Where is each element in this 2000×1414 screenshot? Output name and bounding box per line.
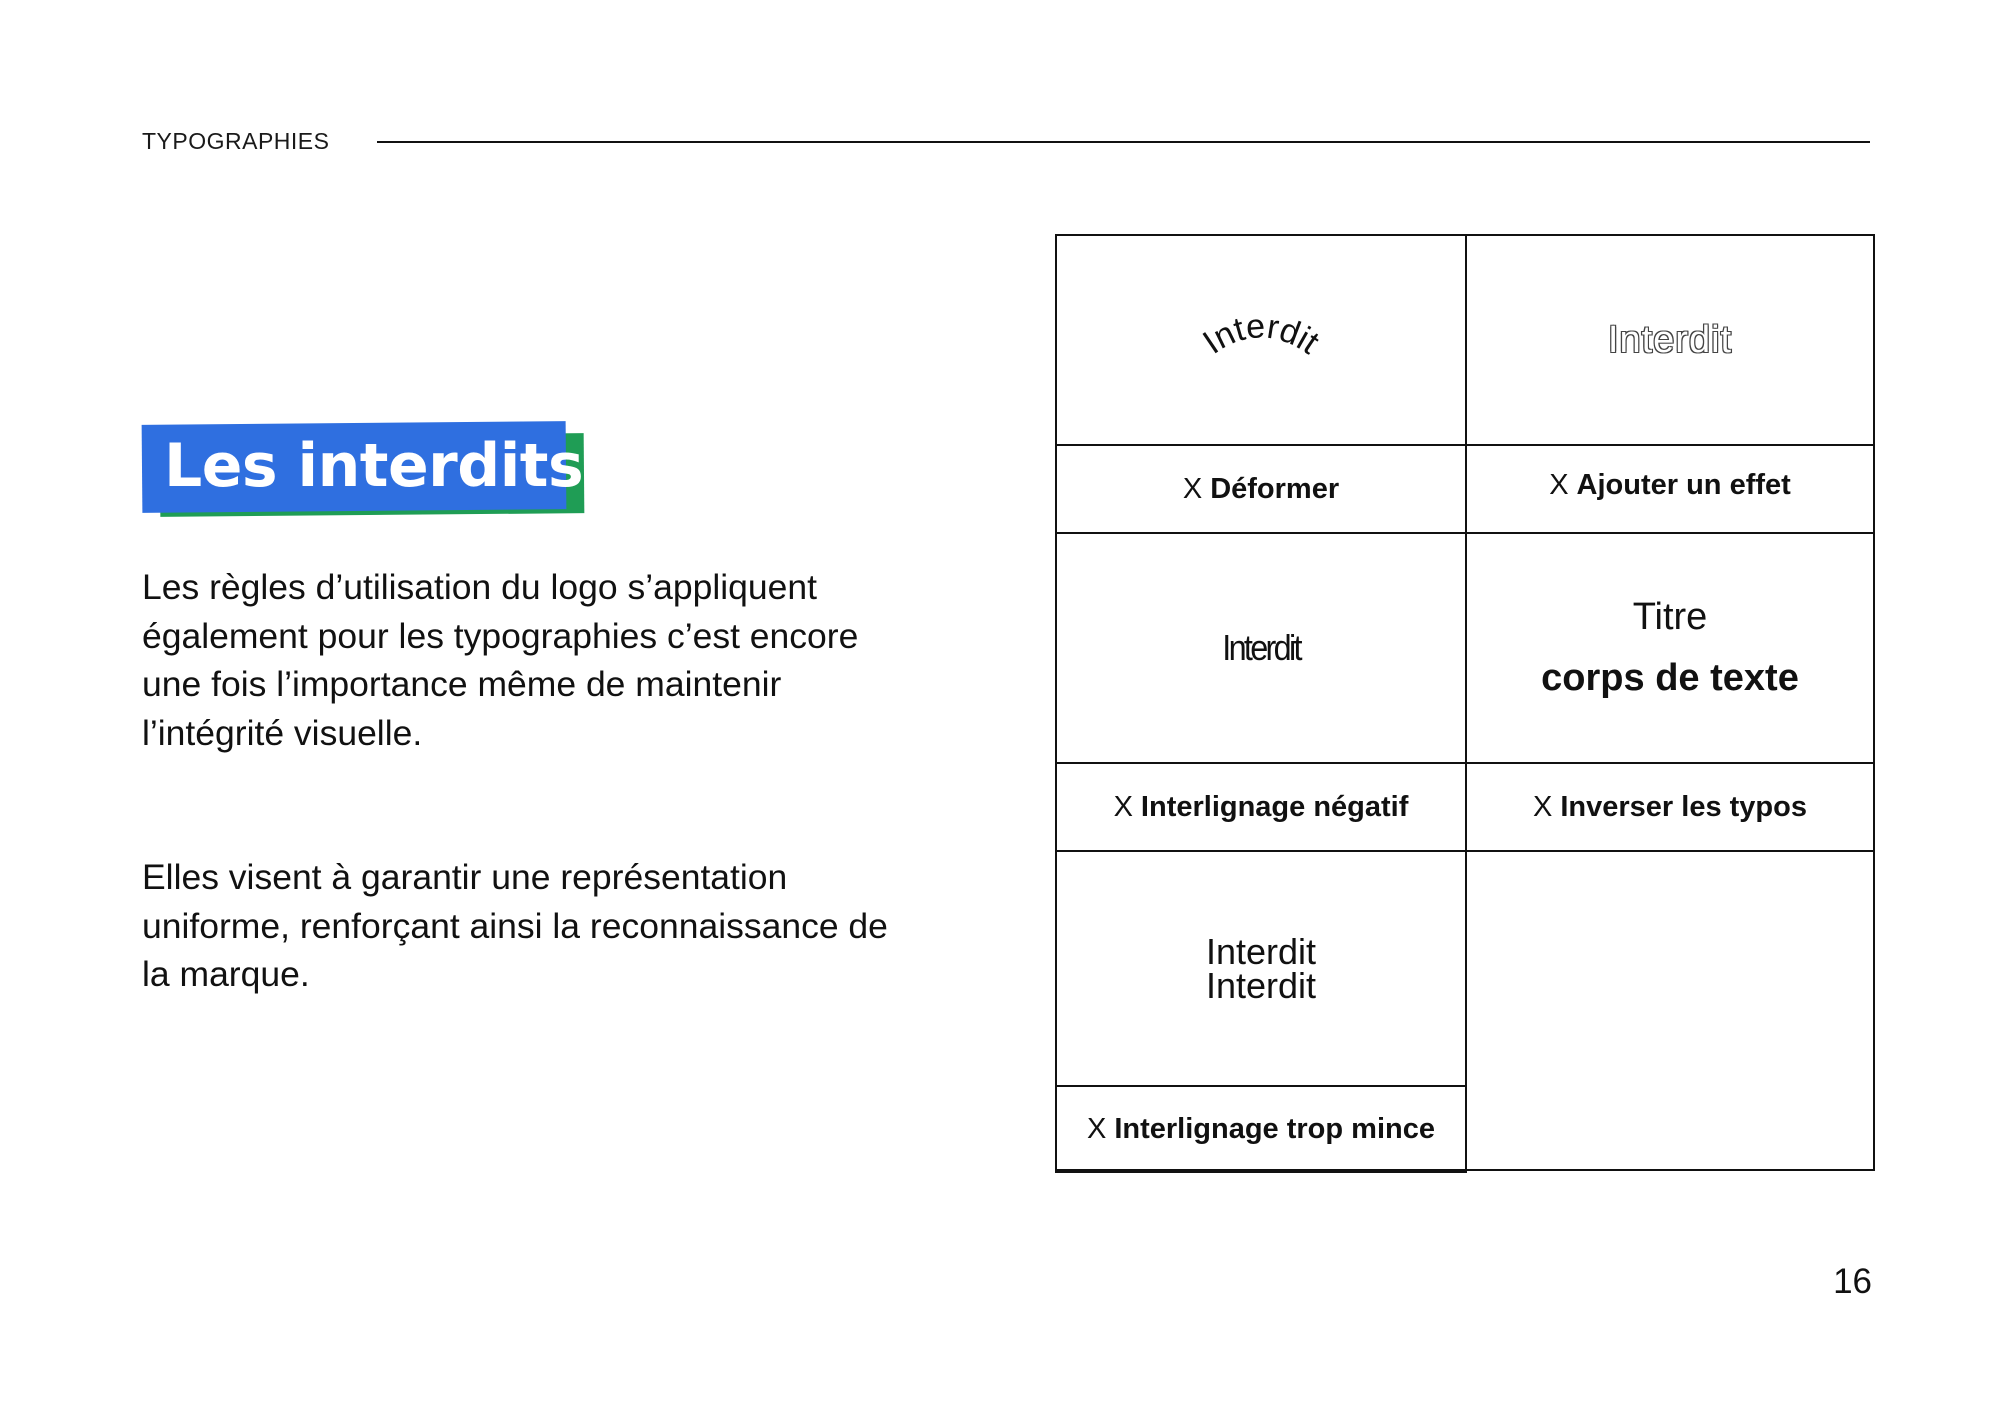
cross-icon: X [1086, 1112, 1107, 1145]
arched-text-sample [1161, 280, 1361, 400]
secondary-paragraph: Elles visent à garantir une représentation uniforme, renforçant ainsi la reconnaissance de la marque. [142, 857, 888, 994]
sample-cell-effect [1467, 236, 1873, 444]
tight-line-sample: Interdit [1205, 964, 1317, 1006]
svg-text:Interdit: Interdit [1196, 307, 1326, 362]
label-tight-spacing: Interlignage trop mince [1114, 1112, 1435, 1145]
cross-icon: X [1549, 468, 1569, 501]
tight-line-sample: Interdit [1205, 930, 1317, 972]
sample-cell-swap [1467, 534, 1873, 762]
condensed-text-sample: Interdit [1222, 627, 1300, 668]
label-cell-tight-spacing [1057, 1087, 1465, 1171]
label-cell-negative-spacing [1057, 764, 1465, 850]
page-title: Les interdits [164, 431, 584, 501]
section-label: TYPOGRAPHIES [142, 128, 330, 154]
page-number: 16 [1833, 1262, 1872, 1301]
page-title-block [142, 423, 584, 523]
label-cell-effect [1467, 442, 1873, 528]
label-swap: Inverser les typos [1560, 790, 1807, 823]
sample-cell-negative-spacing [1057, 534, 1465, 762]
label-effect: Ajouter un effet [1576, 468, 1791, 501]
cross-icon: X [1113, 790, 1133, 823]
label-cell-deform [1057, 446, 1465, 532]
sample-cell-deform [1057, 236, 1465, 444]
swapped-title-sample: Titre [1632, 596, 1708, 638]
label-cell-swap [1467, 764, 1873, 850]
forbidden-usage-grid [1055, 234, 1875, 1171]
label-negative-spacing: Interlignage négatif [1140, 790, 1409, 823]
intro-paragraph: Les règles d’utilisation du logo s’appliquent également pour les typographies c’est encore une fois l’importance même de maintenir l’intégrité visuelle. [142, 567, 859, 753]
sample-cell-tight-spacing [1057, 852, 1465, 1085]
header-divider [377, 141, 1870, 143]
outlined-text-sample: Interdit [1607, 318, 1733, 361]
swapped-body-sample: corps de texte [1541, 657, 1799, 699]
cross-icon: X [1182, 472, 1203, 505]
label-deform: Déformer [1210, 472, 1340, 505]
cross-icon: X [1533, 790, 1553, 823]
